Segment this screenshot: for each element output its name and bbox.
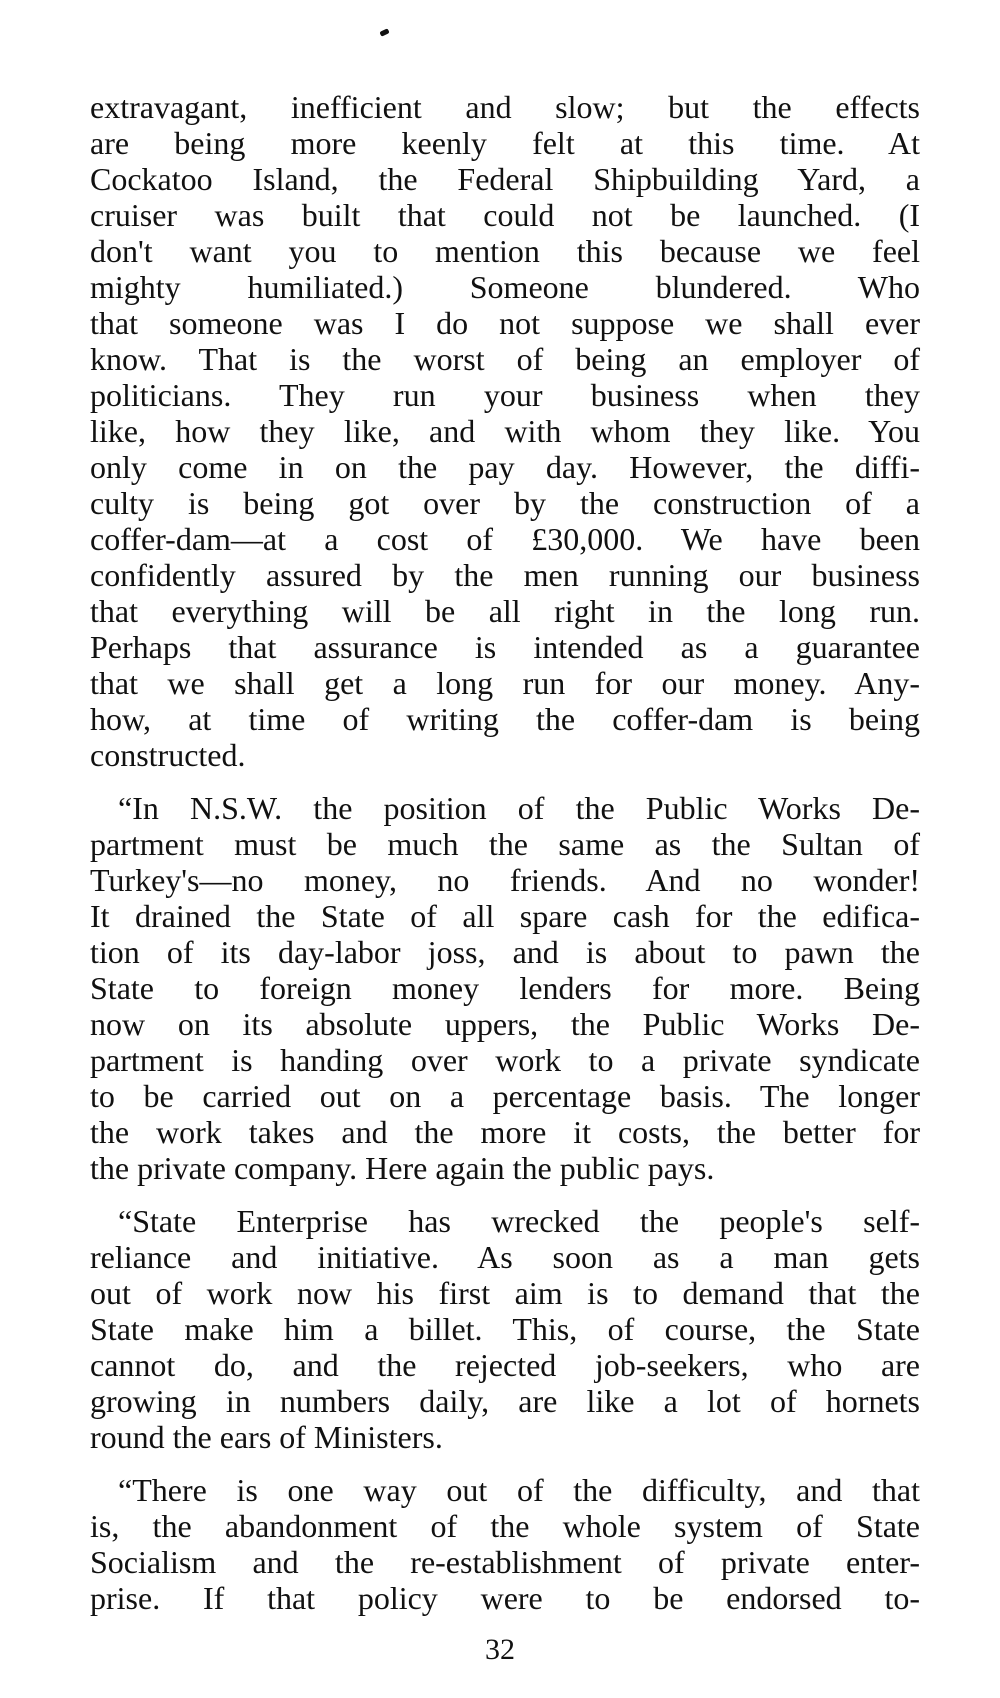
text-line: Cockatoo Island, the Federal Shipbuilding Yard, a [90, 161, 920, 197]
text-line: like, how they like, and with whom they like. You [90, 413, 920, 449]
text-line: extravagant, inefficient and slow; but the effects [90, 89, 920, 125]
text-line: Turkey's—no money, no friends. And no wonder! [90, 862, 920, 898]
paragraph-3 [90, 1203, 920, 1455]
text-line: cannot do, and the rejected job-seekers, who are [90, 1347, 920, 1383]
text-line: State make him a billet. This, of course, the State [90, 1311, 920, 1347]
text-line: “There is one way out of the difficulty, and that [118, 1472, 920, 1508]
page-body [90, 89, 920, 1633]
text-line: culty is being got over by the construction of a [90, 485, 920, 521]
text-line: Socialism and the re-establishment of private enter- [90, 1544, 920, 1580]
text-line: reliance and initiative. As soon as a man gets [90, 1239, 920, 1275]
ink-mark [379, 28, 389, 36]
text-line: out of work now his first aim is to demand that the [90, 1275, 920, 1311]
text-line: partment must be much the same as the Sultan of [90, 826, 920, 862]
text-line: State to foreign money lenders for more. Being [90, 970, 920, 1006]
text-line: are being more keenly felt at this time. At [90, 125, 920, 161]
text-line: now on its absolute uppers, the Public Works De- [90, 1006, 920, 1042]
text-line: don't want you to mention this because we feel [90, 233, 920, 269]
text-line: mighty humiliated.) Someone blundered. Who [90, 269, 920, 305]
text-line: that we shall get a long run for our money. Any- [90, 665, 920, 701]
text-line: the work takes and the more it costs, the better for [90, 1114, 920, 1150]
text-line: that everything will be all right in the long run. [90, 593, 920, 629]
text-line: is, the abandonment of the whole system of State [90, 1508, 920, 1544]
text-line: the private company. Here again the public pays. [90, 1150, 715, 1186]
text-line: to be carried out on a percentage basis. The longer [90, 1078, 920, 1114]
paragraph-4 [90, 1472, 920, 1616]
text-line: It drained the State of all spare cash for the edifica- [90, 898, 920, 934]
text-line: coffer-dam—at a cost of £30,000. We have been [90, 521, 920, 557]
paragraph-1 [90, 89, 920, 773]
text-line: round the ears of Ministers. [90, 1419, 443, 1455]
text-line: cruiser was built that could not be launched. (I [90, 197, 920, 233]
text-line: partment is handing over work to a private syndicate [90, 1042, 920, 1078]
text-line: “State Enterprise has wrecked the people's self- [118, 1203, 920, 1239]
text-line: that someone was I do not suppose we shall ever [90, 305, 920, 341]
text-line: politicians. They run your business when they [90, 377, 920, 413]
paragraph-2 [90, 790, 920, 1186]
text-line: tion of its day-labor joss, and is about to pawn the [90, 934, 920, 970]
text-line: confidently assured by the men running our business [90, 557, 920, 593]
text-line: “In N.S.W. the position of the Public Works De- [118, 790, 920, 826]
page-number: 32 [485, 1633, 515, 1666]
text-line: prise. If that policy were to be endorsed to- [90, 1580, 920, 1616]
text-line: constructed. [90, 737, 246, 773]
text-line: Perhaps that assurance is intended as a guarantee [90, 629, 920, 665]
text-line: only come in on the pay day. However, the diffi- [90, 449, 920, 485]
text-line: growing in numbers daily, are like a lot of hornets [90, 1383, 920, 1419]
text-line: know. That is the worst of being an employer of [90, 341, 920, 377]
text-line: how, at time of writing the coffer-dam is being [90, 701, 920, 737]
